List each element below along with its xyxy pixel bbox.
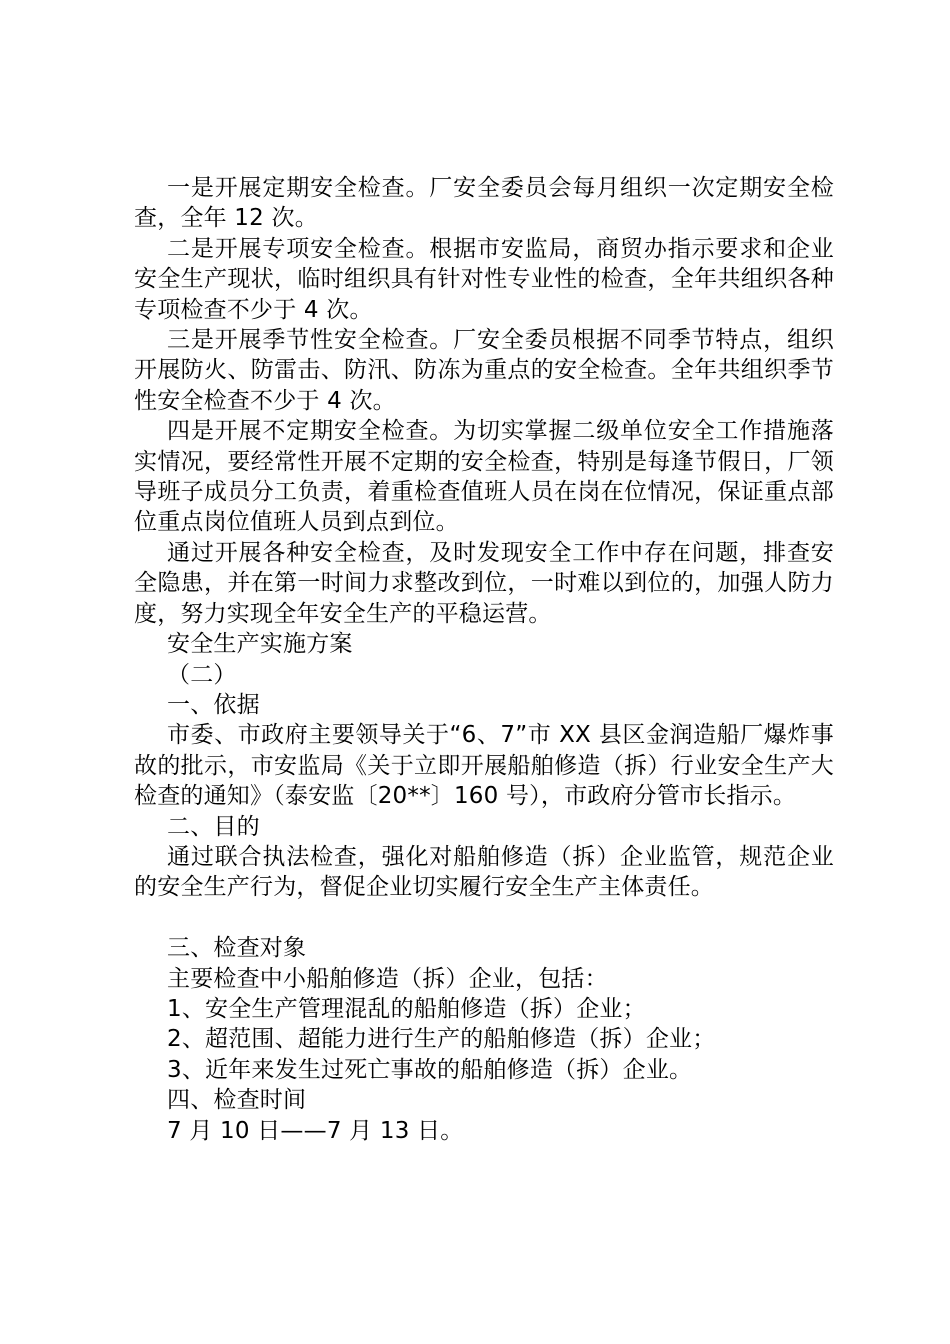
document-body [134,173,834,1146]
blank-line [134,903,834,933]
paragraph-summary: 通过开展各种安全检查，及时发现安全工作中存在问题，排查安全隐患，并在第一时间力求整改到位，一时难以到位的，加强人防力度，努力实现全年安全生产的平稳运营。 [134,539,834,627]
heading-inspection-time: 四、检查时间 [167,1087,307,1114]
heading-inspection-targets: 三、检查对象 [167,935,307,962]
heading-basis: 一、依据 [167,691,260,718]
section-title: 安全生产实施方案 [167,631,353,658]
list-item-target-2: 2、超范围、超能力进行生产的船舶修造（拆）企业； [167,1026,716,1053]
paragraph-seasonal-inspection: 三是开展季节性安全检查。厂安全委员根据不同季节特点，组织开展防火、防雷击、防汛、防冻为重点的安全检查。全年共组织季节性安全检查不少于 4 次。 [134,327,834,414]
paragraph-periodic-inspection: 一是开展定期安全检查。厂安全委员会每月组织一次定期安全检查，全年 12 次。 [134,175,834,232]
paragraph-targets-intro: 主要检查中小船舶修造（拆）企业，包括： [167,965,608,992]
list-item-target-3: 3、近年来发生过死亡事故的船舶修造（拆）企业。 [167,1056,693,1083]
section-number: （二） [167,661,237,688]
paragraph-purpose: 通过联合执法检查，强化对船舶修造（拆）企业监管，规范企业的安全生产行为，督促企业切实履行安全生产主体责任。 [134,843,834,901]
paragraph-basis: 市委、市政府主要领导关于“6、7”市 XX 县区金润造船厂爆炸事故的批示，市安监局《关于立即开展船舶修造（拆）行业安全生产大检查的通知》（泰安监〔20**〕160 号），市政府分管市长指示。 [134,722,834,810]
paragraph-irregular-inspection: 四是开展不定期安全检查。为切实掌握二级单位安全工作措施落实情况，要经常性开展不定期的安全检查，特别是每逢节假日，厂领导班子成员分工负责，着重检查值班人员在岗在位情况，保证重点部位重点岗位值班人员到点到位。 [134,418,834,536]
paragraph-special-inspection: 二是开展专项安全检查。根据市安监局，商贸办指示要求和企业安全生产现状，临时组织具有针对性专业性的检查，全年共组织各种专项检查不少于 4 次。 [134,235,834,323]
heading-purpose: 二、目的 [167,813,260,840]
list-item-target-1: 1、安全生产管理混乱的船舶修造（拆）企业； [167,995,646,1022]
paragraph-inspection-time: 7 月 10 日——7 月 13 日。 [167,1117,464,1144]
